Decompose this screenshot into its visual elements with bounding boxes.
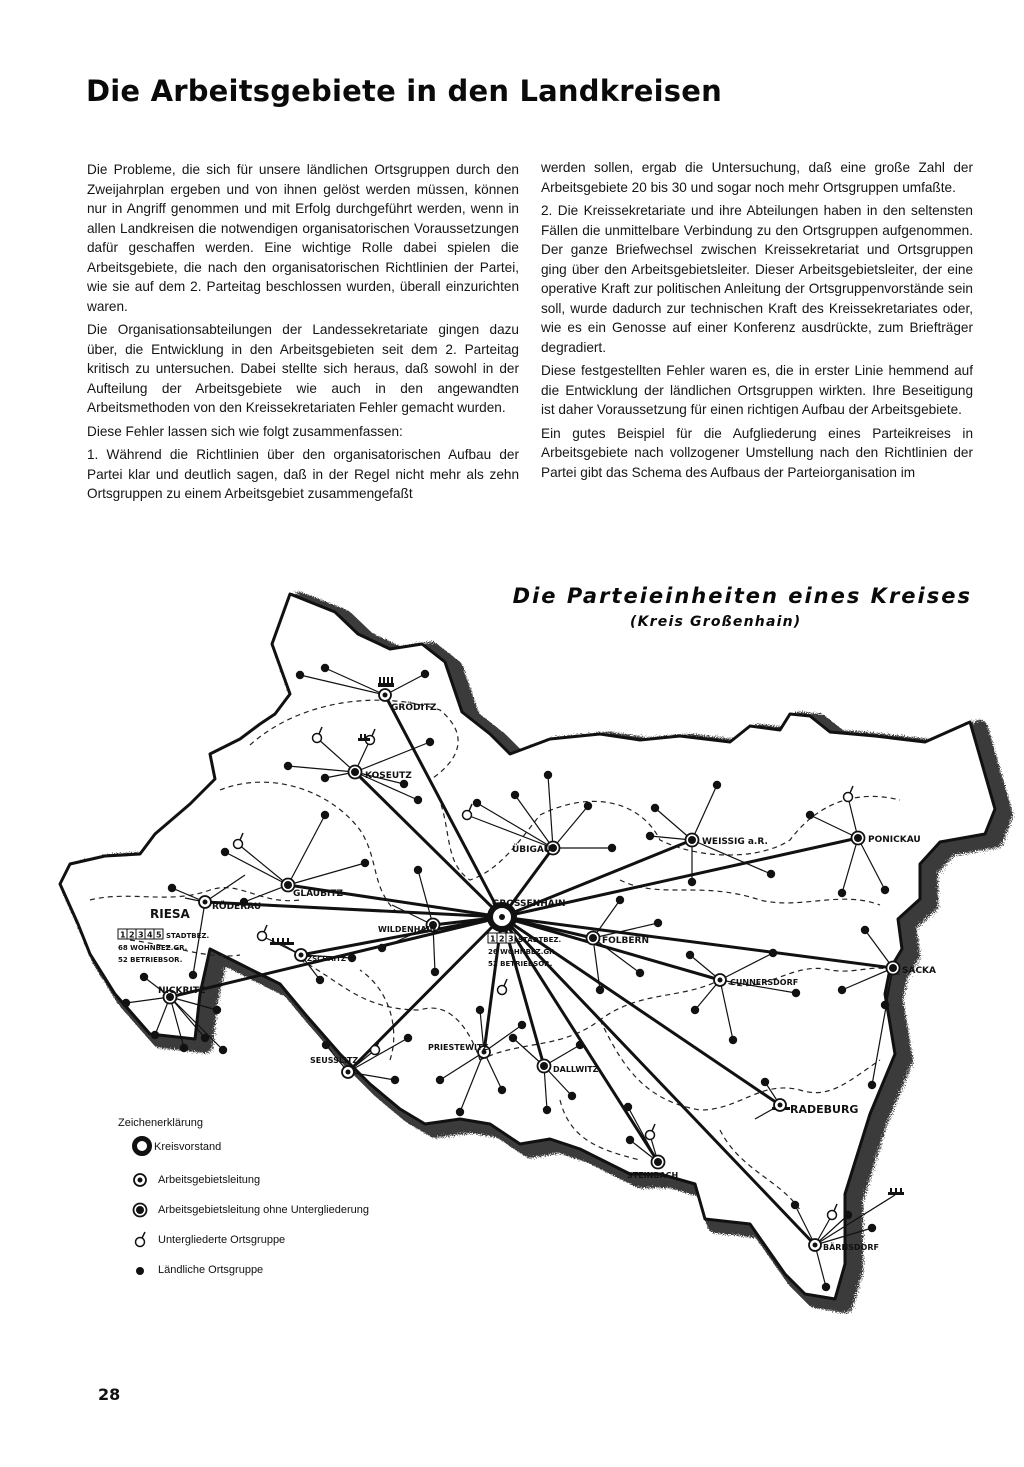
village-dot bbox=[221, 848, 229, 856]
village-dot bbox=[596, 986, 604, 994]
village-dot bbox=[626, 1136, 634, 1144]
village-dot bbox=[791, 1201, 799, 1209]
village-dot bbox=[806, 811, 814, 819]
village-dot bbox=[476, 1006, 484, 1014]
legend-title: Zeichenerklärung bbox=[118, 1117, 203, 1129]
village-dot bbox=[518, 1021, 526, 1029]
village-dot bbox=[140, 973, 148, 981]
village-dot bbox=[322, 1041, 330, 1049]
village-dot bbox=[838, 986, 846, 994]
legend-label: Arbeitsgebietsleitung bbox=[158, 1174, 261, 1186]
grossenhain-note: 52 BETRIEBSOR. bbox=[488, 960, 553, 968]
place-label-cunnersdorf: CUNNERSDORF bbox=[730, 978, 799, 987]
stadtbezirk-box-label: 2 bbox=[129, 930, 135, 940]
paragraph: Diese Fehler lassen sich wie folgt zusammenfassen: bbox=[87, 423, 403, 439]
legend-label: Kreisvorstand bbox=[154, 1141, 222, 1153]
place-label-grossenhain: GROSSENHAIN bbox=[492, 899, 566, 909]
place-label-koseutz: KOSEUTZ bbox=[365, 771, 412, 781]
grossenhain-note: 26 WOHNBEZ.GR. bbox=[488, 948, 558, 956]
ring-dot-icon bbox=[714, 974, 726, 986]
village-dot bbox=[881, 886, 889, 894]
paragraph: 1. Während die Richtlinien über den organisatorischen Aufbau der Partei klar und deutlich sagen, daß in der Regel nicht mehr als zehn Ortsgruppen zu einem Arbeitsgebiet zusammengefaßt bbox=[87, 447, 519, 501]
village-dot bbox=[544, 771, 552, 779]
map-subtitle: (Kreis Großenhain) bbox=[630, 614, 802, 630]
village-dot bbox=[822, 1283, 830, 1291]
ring-dot-icon bbox=[774, 1099, 786, 1111]
ring-dot-icon bbox=[199, 896, 211, 908]
village-dot bbox=[321, 774, 329, 782]
filled-ring-icon bbox=[852, 832, 865, 845]
place-label-glaubitz: GLAUBITZ bbox=[293, 889, 343, 899]
filled-ring-icon bbox=[130, 1200, 150, 1220]
grossenhain-boxes bbox=[488, 933, 515, 944]
place-label-obigau: ÜBIGAU bbox=[512, 845, 551, 855]
place-label-wildenhain: WILDENHAIN bbox=[378, 925, 437, 934]
filled-ring-icon bbox=[686, 834, 699, 847]
filled-ring-icon bbox=[587, 932, 600, 945]
village-dot bbox=[378, 944, 386, 952]
place-label-sacka: SACKA bbox=[902, 966, 936, 976]
filled-ring-icon bbox=[538, 1060, 551, 1073]
village-dot bbox=[761, 1078, 769, 1086]
stadtbezirk-box-label: 4 bbox=[147, 930, 153, 940]
riesa-note: STADTBEZ. bbox=[166, 932, 210, 940]
village-dot bbox=[844, 1211, 852, 1219]
ring-dot-icon bbox=[342, 1066, 354, 1078]
paragraph: Ein gutes Beispiel für die Aufgliederung eines Parteikreises in Arbeitsgebiete nach vollzogener Umstellung nach den Richtlinien der Partei gibt das Schema des Aufbaus der Parteiorganisation im bbox=[541, 425, 973, 480]
paragraph: werden sollen, ergab die Untersuchung, daß eine große Zahl der Arbeitsgebiete 20 bis 30 und sogar noch mehr Ortsgruppen umfaßte. bbox=[541, 160, 973, 195]
village-dot bbox=[654, 919, 662, 927]
riesa-note: 52 BETRIEBSOR. bbox=[118, 956, 183, 964]
village-dot bbox=[861, 926, 869, 934]
place-label-zschaitz: ZSCHAITZ bbox=[307, 955, 346, 963]
place-label-ponickau: PONICKAU bbox=[868, 835, 921, 845]
village-dot bbox=[473, 799, 481, 807]
place-label-nickritz: NICKRITZ bbox=[158, 986, 206, 996]
village-dot bbox=[576, 1041, 584, 1049]
village-dot bbox=[284, 762, 292, 770]
place-label-radeburg: RADEBURG bbox=[790, 1103, 859, 1116]
village-dot bbox=[568, 1092, 576, 1100]
place-label-weissig: WEISSIG a.R. bbox=[702, 837, 768, 847]
place-label-barnsdorf: BÄRNSDORF bbox=[823, 1243, 879, 1252]
village-dot bbox=[881, 1001, 889, 1009]
article-title: Die Arbeitsgebiete in den Landkreisen bbox=[86, 74, 722, 108]
factory-icon bbox=[888, 1188, 904, 1195]
village-dot bbox=[636, 969, 644, 977]
grossenhain-info bbox=[488, 933, 561, 968]
village-dot bbox=[400, 780, 408, 788]
village-dot bbox=[624, 1103, 632, 1111]
village-dot bbox=[201, 1034, 209, 1042]
village-dot bbox=[729, 1036, 737, 1044]
stadtbezirk-box-label: 1 bbox=[490, 934, 496, 944]
village-dot bbox=[431, 968, 439, 976]
village-dot bbox=[361, 859, 369, 867]
village-dot bbox=[616, 896, 624, 904]
stadtbezirk-box-label: 3 bbox=[138, 930, 144, 940]
kreisvorstand-icon bbox=[130, 1134, 154, 1158]
village-dot bbox=[838, 889, 846, 897]
filled-ring-icon bbox=[887, 962, 900, 975]
ring-dot-icon bbox=[809, 1239, 821, 1251]
village-dot bbox=[584, 802, 592, 810]
page-number: 28 bbox=[98, 1385, 121, 1404]
village-dot bbox=[651, 804, 659, 812]
village-dot bbox=[391, 1076, 399, 1084]
place-label-groditz: GRÖDITZ bbox=[391, 703, 437, 713]
village-dot bbox=[543, 1106, 551, 1114]
village-dot bbox=[436, 1076, 444, 1084]
village-dot bbox=[868, 1224, 876, 1232]
village-dot bbox=[608, 844, 616, 852]
village-dot bbox=[404, 1034, 412, 1042]
village-dot bbox=[769, 949, 777, 957]
village-dot bbox=[321, 811, 329, 819]
village-dot bbox=[511, 791, 519, 799]
place-label-folbern: FOLBERN bbox=[602, 936, 650, 946]
legend-label: Ländliche Ortsgruppe bbox=[158, 1264, 264, 1276]
village-dot bbox=[316, 976, 324, 984]
riesa-boxes bbox=[118, 929, 163, 940]
place-label-riesa: RIESA bbox=[150, 907, 190, 921]
village-dot bbox=[180, 1044, 188, 1052]
village-dot bbox=[122, 999, 130, 1007]
stadtbezirk-box-label: 1 bbox=[120, 930, 126, 940]
stadtbezirk-box-label: 3 bbox=[508, 934, 514, 944]
map-title: Die Parteieinheiten eines Kreises bbox=[512, 584, 972, 608]
ring-dot-icon bbox=[379, 689, 391, 701]
village-dot bbox=[414, 796, 422, 804]
place-label-seusslitz: SEUSSLITZ bbox=[310, 1056, 359, 1065]
place-label-steinbach: STEINBACH bbox=[627, 1171, 679, 1180]
village-dot bbox=[456, 1108, 464, 1116]
village-dot bbox=[296, 671, 304, 679]
dot-icon bbox=[130, 1260, 150, 1280]
village-dot bbox=[219, 1046, 227, 1054]
village-dot bbox=[688, 878, 696, 886]
village-dot bbox=[686, 951, 694, 959]
village-dot bbox=[414, 866, 422, 874]
paragraph: Die Probleme, die sich für unsere ländlichen Ortsgruppen durch den Zweijahrplan ergeben und von ihnen gelöst werden müssen, können nur in Angriff genommen und mit Erfolg durchgeführt werden, wenn in allen Landkreisen die notwendigen organisatorischen Voraussetzungen dafür geschaffen werden. Eine wichtige Rolle dabei spielen die Arbeitsgebiete, die nach den organisatorischen Richtlinien der Partei, wie sie auf dem 2. Parteitag beschlossen wurden, überall einzurichten waren. bbox=[87, 162, 519, 314]
ring-dot-icon bbox=[130, 1170, 150, 1190]
village-dot bbox=[713, 781, 721, 789]
village-dot bbox=[646, 832, 654, 840]
village-dot bbox=[151, 1031, 159, 1039]
village-dot bbox=[421, 670, 429, 678]
riesa-note: 68 WOHNBEZ.GR. bbox=[118, 944, 188, 952]
village-dot bbox=[348, 954, 356, 962]
filled-ring-icon bbox=[349, 766, 362, 779]
village-dot bbox=[767, 870, 775, 878]
paragraph: 2. Die Kreissekretariate und ihre Abteilungen haben in den seltensten Fällen die unmittelbare Verbindung zu den Ortsgruppen aufgenommen. Der ganze Briefwechsel zwischen Kreissekretariat und Ortsgruppen ging über den Arbeitsgebietsleiter. Dieser Arbeitsgebietsleiter, der eine operative Kraft zur politischen Anleitung der Ortsgruppenvorstände sein soll, wurde dadurch zur technischen Kraft des Kreissekretariates oder, wie es ein Genosse auf einer Konferenz ausdrückte, zum Briefträger degradiert. bbox=[541, 203, 973, 355]
place-label-dallwitz: DALLWITZ bbox=[553, 1065, 599, 1074]
stadtbezirk-box-label: 5 bbox=[156, 930, 162, 940]
village-dot bbox=[498, 1086, 506, 1094]
village-dot bbox=[792, 989, 800, 997]
stadtbezirk-box-label: 2 bbox=[499, 934, 505, 944]
tailed-circle-icon bbox=[130, 1230, 150, 1250]
village-dot bbox=[426, 738, 434, 746]
paragraph: Die Organisationsabteilungen der Landessekretariate gingen dazu über, die Entwicklung in den Arbeitsgebieten seit dem 2. Parteitag kritisch zu untersuchen. Dabei stellte sich heraus, daß sowohl in der Aufteilung der Arbeitsgebiete wie auch in den angewandten Arbeitsmethoden von den Kreissekretariaten Fehler gemacht wurden. bbox=[87, 322, 519, 415]
ring-dot-icon bbox=[295, 949, 307, 961]
legend-label: Untergliederte Ortsgruppe bbox=[158, 1234, 286, 1246]
place-label-roderau: RÖDERAU bbox=[212, 902, 262, 912]
legend-label: Arbeitsgebietsleitung ohne Untergliederung bbox=[158, 1204, 369, 1216]
village-dot bbox=[168, 884, 176, 892]
village-dot bbox=[691, 1006, 699, 1014]
village-dot bbox=[868, 1081, 876, 1089]
paragraph: Diese festgestellten Fehler waren es, die in erster Linie hemmend auf die Entwicklung der ländlichen Ortsgruppen wirkten. Ihre Beseitigung ist daher Voraussetzung für einen richtigen Aufbau der Arbeitsgebiete. bbox=[541, 363, 973, 417]
village-dot bbox=[213, 1006, 221, 1014]
village-dot bbox=[321, 664, 329, 672]
village-dot bbox=[509, 1034, 517, 1042]
grossenhain-note: STADTBEZ. bbox=[518, 936, 562, 944]
village-dot bbox=[189, 971, 197, 979]
place-label-priestewitz: PRIESTEWITZ bbox=[428, 1043, 489, 1052]
filled-ring-icon bbox=[652, 1156, 665, 1169]
